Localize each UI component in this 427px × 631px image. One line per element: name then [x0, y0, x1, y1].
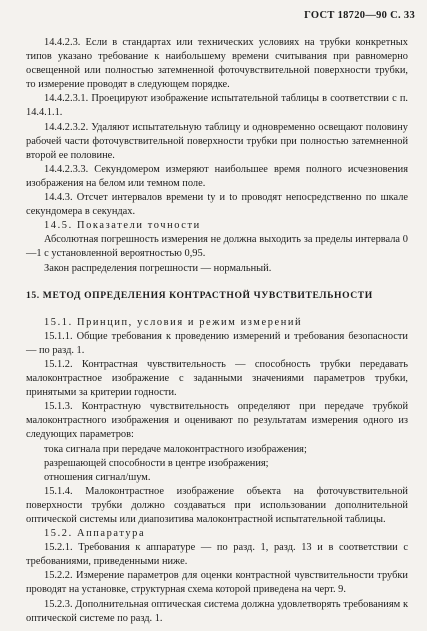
paragraph: 14.4.3. Отсчет интервалов времени tу и tо проводят непосредственно по шкале секундомера в секундах. [26, 192, 408, 218]
paragraph: 15.1.1. Общие требования к проведению измерений и требования безопасности — по разд. 1. [26, 330, 408, 356]
section-title: 15. МЕТОД ОПРЕДЕЛЕНИЯ КОНТРАСТНОЙ ЧУВСТВИТЕЛЬНОСТИ [26, 289, 373, 301]
subsection-heading: 15.1. Принцип, условия и режим измерений [44, 316, 303, 328]
page-header: ГОСТ 18720—90 С. 33 [304, 10, 415, 21]
paragraph: 14.4.2.3.2. Удаляют испытательную таблицу и одновременно освещают половину рабочей части фоточувствительной поверхности трубки при полностью затемненной второй ее половине. [26, 121, 408, 161]
paragraph: тока сигнала при передаче малоконтрастного изображения; [44, 443, 307, 455]
paragraph: разрешающей способности в центре изображения; [44, 457, 269, 469]
subsection-heading: 14.5. Показатели точности [44, 220, 201, 232]
paragraph: 15.2.3. Дополнительная оптическая система должна удовлетворять требованиям к оптической системе по разд. 1. [26, 598, 408, 624]
paragraph: 15.1.2. Контрастная чувствительность — способность трубки передавать малоконтрастное изображение с заданными значениями параметров трубки, принятыми за критерии годности. [26, 358, 408, 399]
paragraph: 14.4.2.3.1. Проецируют изображение испытательной таблицы в соответствии с п. 14.4.1.1. [26, 93, 408, 119]
paragraph: 14.4.2.3. Если в стандартах или технических условиях на трубки конкретных типов указано требование к наибольшему времени считывания при равномерно освещенной или полностью затемненной фоточувствительной поверхности трубки, то измерение проводят в следующем порядке. [26, 37, 408, 91]
paragraph: отношения сигнал/шум. [44, 471, 151, 483]
paragraph: 15.1.3. Контрастную чувствительность определяют при передаче трубкой малоконтрастного изображения и оценивают по результатам измерения одного из следующих параметров: [26, 401, 408, 441]
paragraph: Закон распределения погрешности — нормальный. [44, 262, 272, 274]
subsection-heading: 15.2. Аппаратура [44, 528, 146, 540]
paragraph: 14.4.2.3.3. Секундомером измеряют наибольшее время полного исчезновения изображения на белом или темном поле. [26, 163, 408, 189]
paragraph: 15.2.2. Измерение параметров для оценки контрастной чувствительности трубки проводят на установке, структурная схема которой приведена на черт. 9. [26, 570, 408, 596]
paragraph: 15.1.4. Малоконтрастное изображение объекта на фоточувствительной поверхности трубки должно создаваться при использовании дополнительной оптической системы или диапозитива малоконтрастной испытательной таблицы. [26, 485, 408, 525]
document-body [26, 36, 408, 626]
paragraph: Абсолютная погрешность измерения не должна выходить за пределы интервала 0—1 с установленной вероятностью 0,95. [26, 234, 408, 260]
paragraph: 15.2.1. Требования к аппаратуре — по разд. 1, разд. 13 и в соответствии с требованиями, приведенными ниже. [26, 542, 408, 568]
